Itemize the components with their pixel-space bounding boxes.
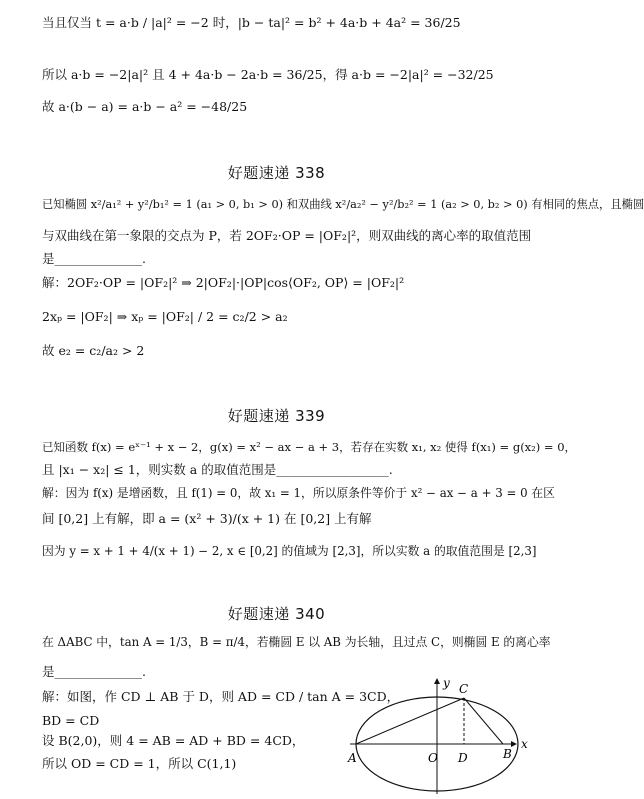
- label-o: O: [428, 751, 438, 765]
- problem-338-solution-2: 2xₚ = |OF₂| ⇒ xₚ = |OF₂| / 2 = c₂/2 > a₂: [42, 309, 288, 324]
- problem-338-solution-1: 解：2OF₂·OP = |OF₂|² ⇒ 2|OF₂|·|OP|cos⟨OF₂, OP⟩ = |OF₂|²: [42, 275, 405, 290]
- problem-338-solution-3: 故 e₂ = c₂/a₂ > 2: [42, 343, 145, 358]
- problem-340-solution-3: 设 B(2,0)，则 4 = AB = AD + BD = 4CD，: [42, 733, 305, 748]
- problem-339-statement-2: 且 |x₁ − x₂| ≤ 1，则实数 a 的取值范围是__________________.: [42, 462, 393, 477]
- segment-ac: [356, 698, 464, 744]
- label-a: A: [348, 751, 357, 765]
- problem-338-statement-2: 与双曲线在第一象限的交点为 P，若 2OF₂·OP = |OF₂|²，则双曲线的离心率的取值范围: [42, 228, 532, 243]
- problem-340-statement-2: 是______________.: [42, 664, 146, 679]
- label-c: C: [459, 682, 469, 696]
- problem-339-title: 好题速递 339: [227, 407, 326, 425]
- problem-339-solution-3: 因为 y = x + 1 + 4/(x + 1) − 2, x ∈ [0,2] 的值域为 [2,3]，所以实数 a 的取值范围是 [2,3]: [42, 544, 537, 558]
- problem-339-solution-1: 解：因为 f(x) 是增函数，且 f(1) = 0，故 x₁ = 1，所以原条件等价于 x² − ax − a + 3 = 0 在区: [42, 486, 555, 500]
- x-axis-arrow: [511, 741, 517, 747]
- prev-solution-line-1: 当且仅当 t = a·b / |a|² = −2 时，|b − ta|² = b² + 4a·b + 4a² = 36/25: [42, 15, 461, 30]
- problem-340-statement-1: 在 ΔABC 中，tan A = 1/3，B = π/4，若椭圆 E 以 AB 为长轴，且过点 C，则椭圆 E 的离心率: [42, 635, 551, 649]
- problem-339-solution-2: 间 [0,2] 上有解，即 a = (x² + 3)/(x + 1) 在 [0,2] 上有解: [42, 511, 372, 526]
- problem-339-statement-1: 已知函数 f(x) = eˣ⁻¹ + x − 2，g(x) = x² − ax − a + 3，若存在实数 x₁, x₂ 使得 f(x₁) = g(x₂) = 0，: [42, 440, 577, 454]
- y-axis-arrow: [434, 678, 440, 684]
- prev-solution-line-3: 故 a·(b − a) = a·b − a² = −48/25: [42, 99, 248, 114]
- prev-solution-line-2: 所以 a·b = −2|a|² 且 4 + 4a·b − 2a·b = 36/25，得 a·b = −2|a|² = −32/25: [42, 67, 494, 82]
- problem-340-solution-4: 所以 OD = CD = 1，所以 C(1,1): [42, 756, 237, 771]
- problem-340-title: 好题速递 340: [227, 605, 326, 623]
- label-b: B: [503, 747, 512, 761]
- label-x: x: [521, 737, 528, 751]
- label-d: D: [458, 751, 468, 765]
- ellipse-diagram: [345, 676, 535, 796]
- problem-340-solution-2: BD = CD: [42, 713, 100, 728]
- label-y: y: [443, 676, 450, 690]
- problem-340-solution-1: 解：如图，作 CD ⊥ AB 于 D，则 AD = CD / tan A = 3CD，: [42, 689, 400, 704]
- problem-338-statement-3: 是______________.: [42, 251, 146, 266]
- problem-338-statement-1: 已知椭圆 x²/a₁² + y²/b₁² = 1 (a₁ > 0, b₁ > 0) 和双曲线 x²/a₂² − y²/b₂² = 1 (a₂ > 0, b₂ > 0) 有相同的焦点，且椭圆: [42, 198, 644, 211]
- ellipse-figure: [345, 676, 535, 796]
- problem-338-title: 好题速递 338: [227, 164, 326, 182]
